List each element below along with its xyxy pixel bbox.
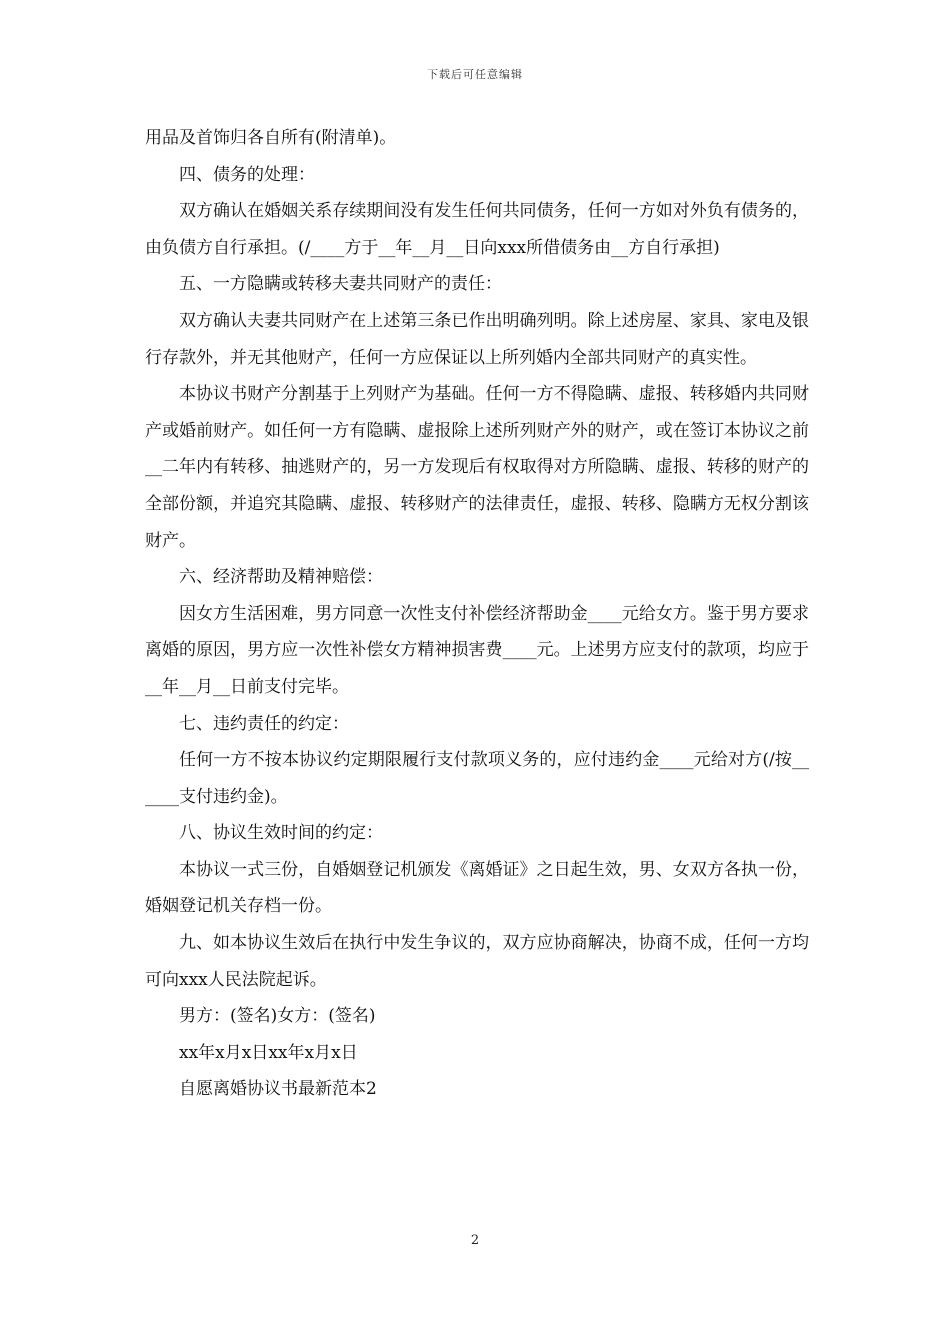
paragraph-continuation: 用品及首饰归各自所有(附清单)。 bbox=[145, 128, 397, 148]
section-heading-effective-time: 八、协议生效时间的约定： bbox=[179, 823, 383, 844]
next-document-title: 自愿离婚协议书最新范本2 bbox=[179, 1079, 377, 1100]
paragraph-effective-time: 本协议一式三份，自婚姻登记机颁发《离婚证》之日起生效，男、女双方各执一份，婚姻登记机关存档一份。 bbox=[145, 859, 809, 917]
paragraph-compensation: 因女方生活困难，男方同意一次性支付补偿经济帮助金____元给女方。鉴于男方要求离婚的原因，男方应一次性补偿女方精神损害费____元。上述男方应支付的款项，均应于__年__月__日前支付完毕。 bbox=[145, 603, 809, 697]
date-line: xx年x月x日xx年x月x日 bbox=[179, 1042, 358, 1063]
section-heading-debts: 四、债务的处理： bbox=[179, 164, 315, 185]
section-heading-compensation: 六、经济帮助及精神赔偿： bbox=[179, 567, 383, 588]
signature-line: 男方：(签名)女方：(签名) bbox=[179, 1006, 376, 1027]
document-body bbox=[145, 120, 809, 1108]
page-number: 2 bbox=[470, 1233, 480, 1248]
page-header: 下载后可任意编辑 bbox=[427, 68, 523, 81]
paragraph-dispute: 九、如本协议生效后在执行中发生争议的，双方应协商解决，协商不成，任何一方均可向xxx人民法院起诉。 bbox=[145, 933, 809, 990]
paragraph-property-confirmation: 双方确认夫妻共同财产在上述第三条已作出明确列明。除上述房屋、家具、家电及银行存款外，并无其他财产，任何一方应保证以上所列婚内全部共同财产的真实性。 bbox=[145, 310, 809, 368]
paragraph-breach: 任何一方不按本协议约定期限履行支付款项义务的，应付违约金____元给对方(/按______支付违约金)。 bbox=[145, 750, 809, 807]
paragraph-property-division: 本协议书财产分割基于上列财产为基础。任何一方不得隐瞒、虚报、转移婚内共同财产或婚前财产。如任何一方有隐瞒、虚报除上述所列财产外的财产，或在签订本协议之前__二年内有转移、抽逃财产的，另一方发现后有权取得对方所隐瞒、虚报、转移的财产的全部份额，并追究其隐瞒、虚报、转移财产的法律责任，虚报、转移、隐瞒方无权分割该财产。 bbox=[145, 384, 809, 551]
paragraph-debts: 双方确认在婚姻关系存续期间没有发生任何共同债务，任何一方如对外负有债务的，由负债方自行承担。(/____方于__年__月__日向xxx所借债务由__方自行承担) bbox=[145, 201, 809, 258]
section-heading-concealment: 五、一方隐瞒或转移夫妻共同财产的责任： bbox=[179, 274, 502, 295]
section-heading-breach: 七、违约责任的约定： bbox=[179, 713, 349, 734]
